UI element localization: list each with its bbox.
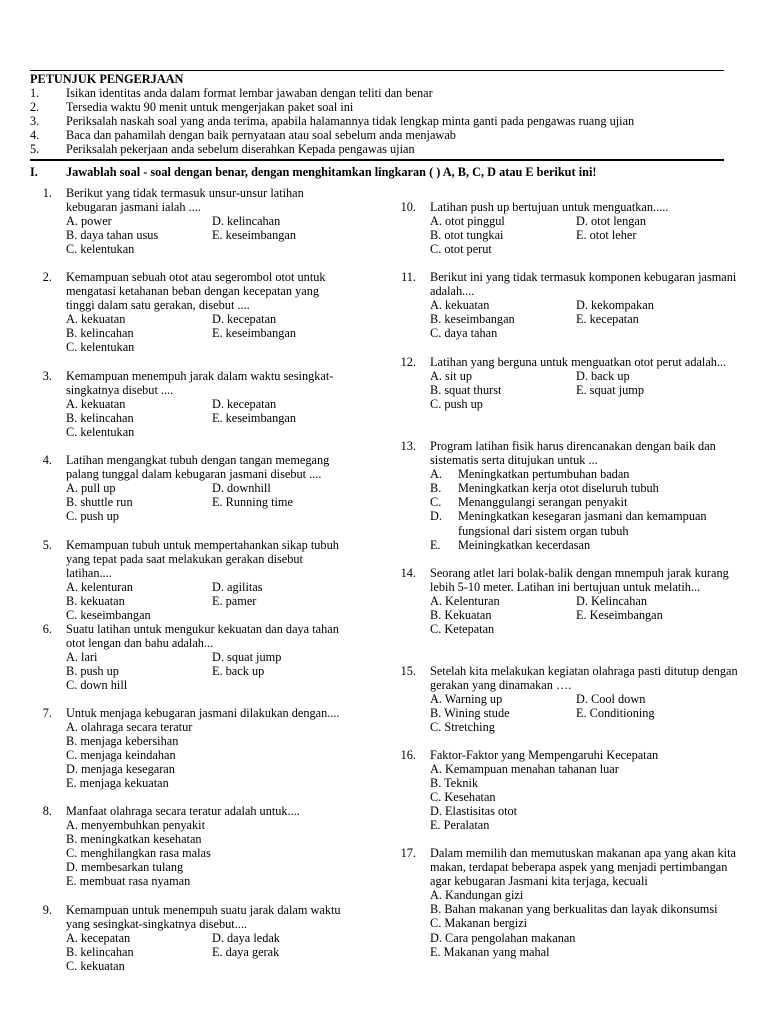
question-stem: Faktor-Faktor yang Mempengaruhi Kecepatan	[430, 748, 659, 762]
option-e[interactable]: E. Running time	[212, 495, 293, 510]
option-d[interactable]	[430, 509, 739, 537]
option-e[interactable]: E. Makanan yang mahal	[430, 944, 550, 959]
option-d[interactable]: D. Cool down	[576, 692, 646, 707]
instruction-number: 2.	[30, 100, 40, 115]
option-b[interactable]: B. Teknik	[430, 776, 479, 791]
question-number: 4.	[42, 453, 52, 467]
option-c[interactable]	[430, 495, 739, 509]
question-stem: Dalam memilih dan memutuskan makanan apa yang akan kita makan, terdapat beberapa aspek yang menjadi pertimbangan agar kebugaran Jasmani kita terjaga, kecuali	[430, 846, 736, 889]
option-c[interactable]: C. kekuatan	[66, 959, 125, 974]
option-d[interactable]: D. kekompakan	[576, 298, 654, 313]
section-divider	[30, 159, 724, 161]
question-number: 16.	[400, 748, 416, 762]
option-text: Meningkatkan kerja otot diseluruh tubuh	[458, 481, 659, 496]
question-17	[394, 846, 739, 959]
option-letter: A.	[430, 467, 442, 482]
instructions-block	[30, 72, 730, 157]
option-c[interactable]: C. Makanan bergizi	[430, 916, 528, 931]
option-d[interactable]: D. squat jump	[212, 650, 282, 665]
question-1	[30, 186, 350, 256]
instruction-item	[30, 86, 730, 100]
option-c[interactable]: C. keseimbangan	[66, 608, 151, 623]
question-6	[30, 622, 350, 692]
question-stem: Program latihan fisik harus direncanakan dengan baik dan sistematis serta ditujukan untuk ...	[430, 439, 716, 468]
section-instruction: Jawablah soal - soal dengan benar, dengan menghitamkan lingkaran ( ) A, B, C, D atau E berikut ini!	[66, 165, 597, 179]
instruction-item	[30, 128, 730, 142]
option-b[interactable]: B. keseimbangan	[430, 312, 515, 327]
option-a[interactable]: A. Kelenturan	[430, 594, 500, 609]
question-number: 8.	[42, 804, 52, 818]
question-number: 15.	[400, 664, 416, 678]
option-e[interactable]: E. menjaga kekuatan	[66, 776, 169, 791]
option-e[interactable]: E. daya gerak	[212, 945, 280, 960]
option-b[interactable]: B. Wining stude	[430, 706, 510, 721]
instruction-item	[30, 100, 730, 114]
question-8	[30, 804, 350, 889]
question-7	[30, 706, 350, 791]
option-a[interactable]: A. power	[66, 214, 112, 229]
option-a[interactable]: A. menyembuhkan penyakit	[66, 818, 205, 833]
option-a[interactable]: A. lari	[66, 650, 98, 665]
question-4	[30, 453, 350, 523]
option-d[interactable]: D. otot lengan	[576, 214, 647, 229]
question-stem: Kemampuan menempuh jarak dalam waktu sesingkat-singkatnya disebut ....	[66, 369, 334, 398]
question-stem: Setelah kita melakukan kegiatan olahraga pasti ditutup dengan gerakan yang dinamakan ….	[430, 664, 738, 693]
question-stem: Kemampuan untuk menempuh suatu jarak dalam waktu yang sesingkat-singkatnya disebut....	[66, 903, 341, 932]
option-c[interactable]: C. down hill	[66, 678, 128, 693]
instruction-text: Baca dan pahamilah dengan baik pernyataan atau soal sebelum anda menjawab	[66, 128, 456, 143]
instruction-text: Tersedia waktu 90 menit untuk mengerjakan paket soal ini	[66, 100, 354, 115]
option-d[interactable]: D. kelincahan	[212, 214, 281, 229]
question-stem: Untuk menjaga kebugaran jasmani dilakukan dengan....	[66, 706, 340, 720]
option-e[interactable]: E. pamer	[212, 594, 257, 609]
option-b[interactable]: B. squat thurst	[430, 383, 502, 398]
option-e[interactable]: E. Conditioning	[576, 706, 655, 721]
option-letter: D.	[430, 509, 442, 524]
option-d[interactable]: D. menjaga kesegaran	[66, 762, 175, 777]
section-number: I.	[30, 165, 38, 179]
option-letter: E.	[430, 537, 441, 552]
option-d[interactable]: D. downhill	[212, 481, 271, 496]
question-number: 7.	[42, 706, 52, 720]
instruction-number: 3.	[30, 114, 40, 129]
option-b[interactable]: B. Bahan makanan yang berkualitas dan layak dikonsumsi	[430, 902, 718, 917]
option-a[interactable]: A. kekuatan	[66, 312, 126, 327]
question-2	[30, 270, 350, 355]
question-stem: Kemampuan tubuh untuk mempertahankan sikap tubuh yang tepat pada saat melakukan gerakan disebut latihan....	[66, 538, 339, 581]
option-b[interactable]: B. shuttle run	[66, 495, 133, 510]
question-stem: Latihan mengangkat tubuh dengan tangan memegang palang tunggal dalam kebugaran jasmani disebut ....	[66, 453, 330, 482]
option-e[interactable]: E. otot leher	[576, 228, 637, 243]
option-d[interactable]: D. kecepatan	[212, 397, 277, 412]
question-5	[30, 538, 350, 623]
option-b[interactable]: B. daya tahan usus	[66, 228, 159, 243]
option-c[interactable]: C. daya tahan	[430, 326, 498, 341]
question-stem: Seorang atlet lari bolak-balik dengan mnempuh jarak kurang lebih 5-10 meter. Latihan ini bertujuan untuk melatih...	[430, 566, 729, 595]
question-stem: Berikut yang tidak termasuk unsur-unsur latihan kebugaran jasmani ialah ....	[66, 186, 304, 215]
question-number: 1.	[42, 186, 52, 200]
option-b[interactable]: B. menjaga kebersihan	[66, 734, 179, 749]
option-e[interactable]: E. Keseimbangan	[576, 608, 663, 623]
option-b[interactable]: B. kekuatan	[66, 594, 125, 609]
option-d[interactable]: D. Cara pengolahan makanan	[430, 930, 576, 945]
option-a[interactable]: A. kekuatan	[66, 397, 126, 412]
option-b[interactable]: B. kelincahan	[66, 411, 134, 426]
question-stem: Manfaat olahraga secara teratur adalah untuk....	[66, 804, 300, 818]
option-e[interactable]: E. Peralatan	[430, 818, 490, 833]
option-d[interactable]: D. Elastisitas otot	[430, 804, 518, 819]
option-letter: B.	[430, 481, 442, 496]
question-number: 13.	[400, 439, 416, 453]
option-b[interactable]: B. kelincahan	[66, 945, 134, 960]
question-number: 2.	[42, 270, 52, 284]
option-text: Meiningkatkan kecerdasan	[458, 537, 591, 552]
instructions-title: PETUNJUK PENGERJAAN	[30, 72, 184, 86]
option-a[interactable]: A. Kemampuan menahan tahanan luar	[430, 762, 619, 777]
option-a[interactable]: A. pull up	[66, 481, 116, 496]
option-e[interactable]: E. membuat rasa nyaman	[66, 874, 191, 889]
question-10	[394, 200, 739, 256]
option-letter: C.	[430, 495, 442, 510]
option-text: Meningkatkan kesegaran jasmani dan kemampuan fungsional dari sistem organ tubuh	[458, 509, 707, 538]
option-a[interactable]: A. kecepatan	[66, 931, 131, 946]
question-number: 17.	[400, 846, 416, 860]
option-e[interactable]: E. kecepatan	[576, 312, 639, 327]
option-e[interactable]: E. back up	[212, 664, 265, 679]
option-c[interactable]: C. otot perut	[430, 242, 492, 257]
option-d[interactable]: D. Kelincahan	[576, 594, 648, 609]
instruction-text: Periksalah pekerjaan anda sebelum diserahkan Kepada pengawas ujian	[66, 142, 415, 157]
question-stem: Latihan yang berguna untuk menguatkan otot perut adalah...	[430, 355, 727, 369]
question-11	[394, 270, 739, 340]
question-number: 14.	[400, 566, 416, 580]
question-14	[394, 566, 739, 636]
question-number: 9.	[42, 903, 52, 917]
instruction-number: 5.	[30, 142, 40, 157]
option-d[interactable]: D. kecepatan	[212, 312, 277, 327]
option-d[interactable]: D. membesarkan tulang	[66, 860, 184, 875]
question-number: 3.	[42, 369, 52, 383]
question-number: 5.	[42, 538, 52, 552]
option-a[interactable]: A. kekuatan	[430, 298, 490, 313]
option-b[interactable]: B. kelincahan	[66, 326, 134, 341]
option-a[interactable]: A. Warning up	[430, 692, 503, 707]
option-b[interactable]: B. otot tungkai	[430, 228, 504, 243]
option-a[interactable]: A. kelenturan	[66, 580, 133, 595]
question-13	[394, 439, 739, 552]
option-b[interactable]: B. push up	[66, 664, 119, 679]
question-stem: Berikut ini yang tidak termasuk komponen kebugaran jasmani adalah....	[430, 270, 737, 299]
question-number: 6.	[42, 622, 52, 636]
instruction-text: Isikan identitas anda dalam format lembar jawaban dengan teliti dan benar	[66, 86, 433, 101]
instruction-text: Periksalah naskah soal yang anda terima, apabila halamannya tidak lengkap minta ganti pada pengawas ruang ujian	[66, 114, 635, 129]
option-d[interactable]: D. back up	[576, 369, 630, 384]
option-e[interactable]	[430, 538, 739, 552]
option-a[interactable]: A. olahraga secara teratur	[66, 720, 193, 735]
question-number: 11.	[401, 270, 416, 284]
option-a[interactable]: A. Kandungan gizi	[430, 888, 524, 903]
instruction-item	[30, 114, 730, 128]
option-c[interactable]: C. Kesehatan	[430, 790, 496, 805]
option-e[interactable]: E. keseimbangan	[212, 326, 297, 341]
option-c[interactable]: C. kelentukan	[66, 425, 135, 440]
option-text: Meningkatkan pertumbuhan badan	[458, 467, 630, 482]
option-c[interactable]: C. Stretching	[430, 720, 495, 735]
question-15	[394, 664, 739, 734]
option-c[interactable]: C. push up	[430, 397, 483, 412]
instruction-item	[30, 142, 730, 156]
option-a[interactable]	[430, 467, 739, 481]
option-c[interactable]: C. push up	[66, 509, 119, 524]
option-a[interactable]: A. otot pinggul	[430, 214, 505, 229]
option-e[interactable]: E. squat jump	[576, 383, 644, 398]
option-a[interactable]: A. sit up	[430, 369, 473, 384]
option-text: Menanggulangi serangan penyakit	[458, 495, 628, 510]
question-12	[394, 355, 739, 411]
instruction-number: 4.	[30, 128, 40, 143]
option-e[interactable]: E. keseimbangan	[212, 411, 297, 426]
option-c[interactable]: C. kelentukan	[66, 242, 135, 257]
question-stem: Latihan push up bertujuan untuk menguatkan.....	[430, 200, 669, 214]
option-c[interactable]: C. menjaga keindahan	[66, 748, 176, 763]
question-stem: Kemampuan sebuah otot atau segerombol otot untuk mengatasi ketahanan beban dengan kecepatan yang tinggi dalam satu gerakan, disebut ....	[66, 270, 326, 313]
option-c[interactable]: C. kelentukan	[66, 340, 135, 355]
option-e[interactable]: E. keseimbangan	[212, 228, 297, 243]
question-number: 12.	[400, 355, 416, 369]
option-b[interactable]: B. Kekuatan	[430, 608, 492, 623]
option-d[interactable]: D. daya ledak	[212, 931, 280, 946]
option-c[interactable]: C. menghilangkan rasa malas	[66, 846, 211, 861]
option-b[interactable]: B. meningkatkan kesehatan	[66, 832, 202, 847]
option-b[interactable]	[430, 481, 739, 495]
question-9	[30, 903, 350, 973]
option-c[interactable]: C. Ketepatan	[430, 622, 495, 637]
question-3	[30, 369, 350, 439]
option-d[interactable]: D. agilitas	[212, 580, 263, 595]
question-16	[394, 748, 739, 833]
instruction-number: 1.	[30, 86, 40, 101]
question-number: 10.	[400, 200, 416, 214]
question-stem: Suatu latihan untuk mengukur kekuatan dan daya tahan otot lengan dan bahu adalah...	[66, 622, 339, 651]
